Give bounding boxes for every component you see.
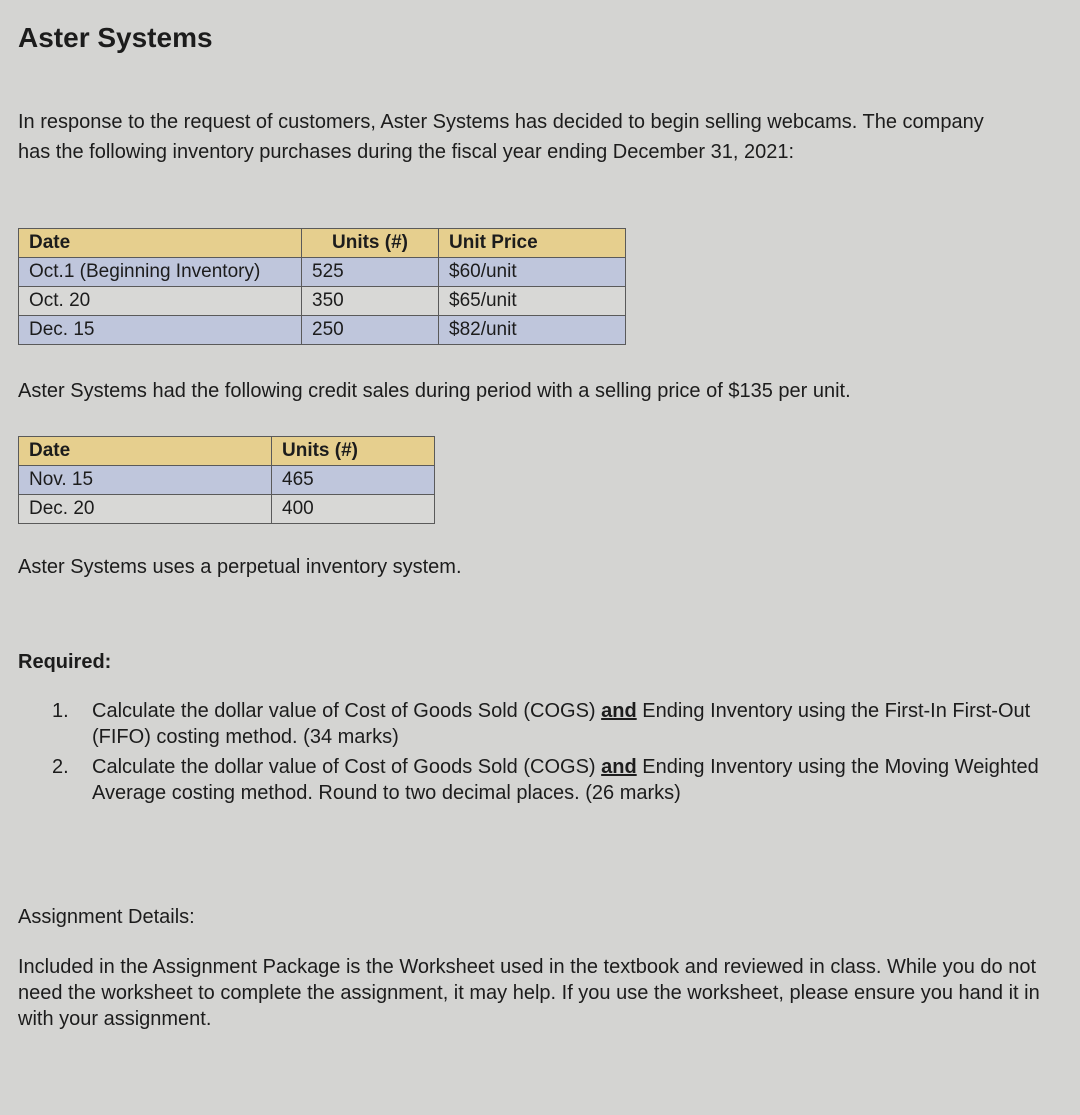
document-title: Aster Systems bbox=[18, 22, 213, 53]
purchase-price: $82/unit bbox=[439, 316, 626, 345]
purchases-header-price: Unit Price bbox=[439, 229, 626, 258]
purchases-table bbox=[18, 228, 626, 345]
item-emphasis: and bbox=[601, 700, 637, 722]
item-number: 1. bbox=[52, 700, 69, 722]
assignment-details-text: Included in the Assignment Package is the Worksheet used in the textbook and reviewed in class. While you do not need the worksheet to complete the assignment, it may help. If you use the worksheet, please ensure you hand it in with your assignment. bbox=[18, 956, 1040, 1030]
purchase-units: 350 bbox=[302, 287, 439, 316]
required-list bbox=[18, 698, 1048, 810]
list-item bbox=[18, 754, 1048, 806]
item-text-after: Ending Inventory using the Moving Weighted Average costing method. Round to two decimal places. (26 marks) bbox=[92, 756, 1039, 804]
list-item bbox=[18, 698, 1048, 750]
assignment-details-label: Assignment Details: bbox=[18, 906, 195, 928]
table-row bbox=[19, 287, 626, 316]
sale-date: Dec. 20 bbox=[19, 495, 272, 524]
purchase-units: 250 bbox=[302, 316, 439, 345]
table-row bbox=[19, 495, 435, 524]
sales-header-units: Units (#) bbox=[272, 437, 435, 466]
purchase-units: 525 bbox=[302, 258, 439, 287]
item-emphasis: and bbox=[601, 756, 637, 778]
sale-date: Nov. 15 bbox=[19, 466, 272, 495]
inventory-system-note: Aster Systems uses a perpetual inventory system. bbox=[18, 556, 462, 578]
sale-units: 465 bbox=[272, 466, 435, 495]
item-text-before: Calculate the dollar value of Cost of Goods Sold (COGS) bbox=[92, 700, 602, 722]
sale-units: 400 bbox=[272, 495, 435, 524]
table-row bbox=[19, 316, 626, 345]
purchase-price: $60/unit bbox=[439, 258, 626, 287]
purchases-header-row bbox=[19, 229, 626, 258]
sales-intro-paragraph: Aster Systems had the following credit sales during period with a selling price of $135 per unit. bbox=[18, 380, 851, 402]
sales-header-row bbox=[19, 437, 435, 466]
sales-table bbox=[18, 436, 435, 524]
purchases-header-date: Date bbox=[19, 229, 302, 258]
item-text-after: Ending Inventory using the First-In First-Out (FIFO) costing method. (34 marks) bbox=[92, 700, 1031, 748]
required-label: Required: bbox=[18, 651, 112, 673]
table-row bbox=[19, 258, 626, 287]
purchases-header-units: Units (#) bbox=[302, 229, 439, 258]
table-row bbox=[19, 466, 435, 495]
sales-header-date: Date bbox=[19, 437, 272, 466]
purchase-price: $65/unit bbox=[439, 287, 626, 316]
item-text-before: Calculate the dollar value of Cost of Goods Sold (COGS) bbox=[92, 756, 602, 778]
purchase-date: Dec. 15 bbox=[19, 316, 302, 345]
purchase-date: Oct.1 (Beginning Inventory) bbox=[19, 258, 302, 287]
purchase-date: Oct. 20 bbox=[19, 287, 302, 316]
intro-paragraph: In response to the request of customers, Aster Systems has decided to begin selling webcams. The company has the following inventory purchases during the fiscal year ending December 31, 2021: bbox=[18, 111, 984, 163]
item-number: 2. bbox=[52, 756, 69, 778]
